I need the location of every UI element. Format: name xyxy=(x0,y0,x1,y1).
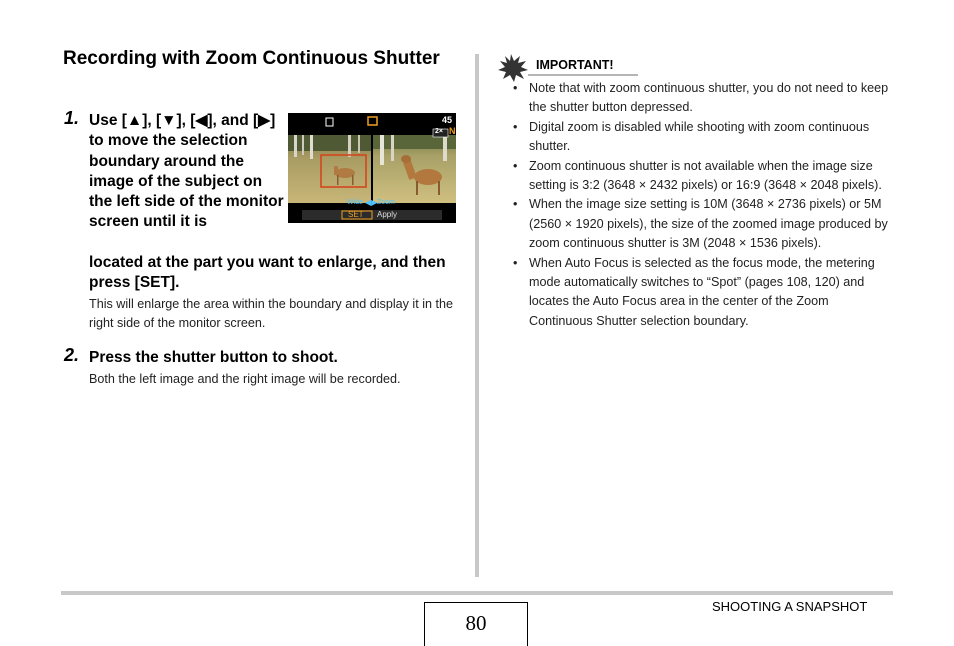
list-item: • When Auto Focus is selected as the focus mode, the metering mode automatically switches to “Spot” (pages 108, 120) and locates the Auto Focus area in the center of the Zoom Continuous Shutter selection boundary. xyxy=(510,254,890,332)
footer-rule xyxy=(61,591,893,595)
wide-label: Wide xyxy=(347,199,363,206)
wide-zoom-arrow-icon: ◀▶ xyxy=(365,198,378,207)
important-label: IMPORTANT! xyxy=(536,58,614,72)
step-2-instruction: Press the shutter button to shoot. xyxy=(89,349,338,366)
list-item: • Zoom continuous shutter is not available when the image size setting is 3:2 (3648 × 2432 pixels) or 16:9 (3648 × 2048 pixels). xyxy=(510,157,890,196)
step-2-number: 2. xyxy=(64,345,80,365)
step-1-note: This will enlarge the area within the boundary and display it in the right side of the monitor screen. xyxy=(89,297,454,331)
step-1-number: 1. xyxy=(64,108,80,128)
page-title: Recording with Zoom Continuous Shutter xyxy=(63,48,440,69)
set-button-label: SET xyxy=(348,210,364,219)
zoom-label: Zoom xyxy=(377,199,395,206)
list-item: • Note that with zoom continuous shutter, you do not need to keep the shutter button depressed. xyxy=(510,79,890,118)
important-underline xyxy=(528,74,638,76)
monitor-screen-illustration xyxy=(288,113,456,223)
page-number: 80 xyxy=(424,602,528,646)
step-2-note: Both the left image and the right image will be recorded. xyxy=(89,372,401,386)
step-1-instruction: Use [▲], [▼], [◀], and [▶] to move the selection boundary around the image of the subject on the left side of the monitor screen until it is xyxy=(89,112,284,231)
list-item: • Digital zoom is disabled while shooting with zoom continuous shutter. xyxy=(510,118,890,157)
quality-indicator: N xyxy=(449,126,456,136)
column-divider xyxy=(475,54,479,577)
zoom-indicator: 2× xyxy=(435,128,443,135)
important-list xyxy=(510,79,890,331)
step-1-instruction-continued: located at the part you want to enlarge, and then press [SET]. xyxy=(89,254,446,292)
apply-label: Apply xyxy=(377,210,398,219)
shot-count: 45 xyxy=(441,115,452,125)
list-item: • When the image size setting is 10M (3648 × 2736 pixels) or 5M (2560 × 1920 pixels), the size of the zoomed image produced by zoom continuous shutter is 3M (2048 × 1536 pixels). xyxy=(510,195,890,253)
important-starburst-icon xyxy=(498,54,528,82)
section-title: SHOOTING A SNAPSHOT xyxy=(712,599,868,614)
